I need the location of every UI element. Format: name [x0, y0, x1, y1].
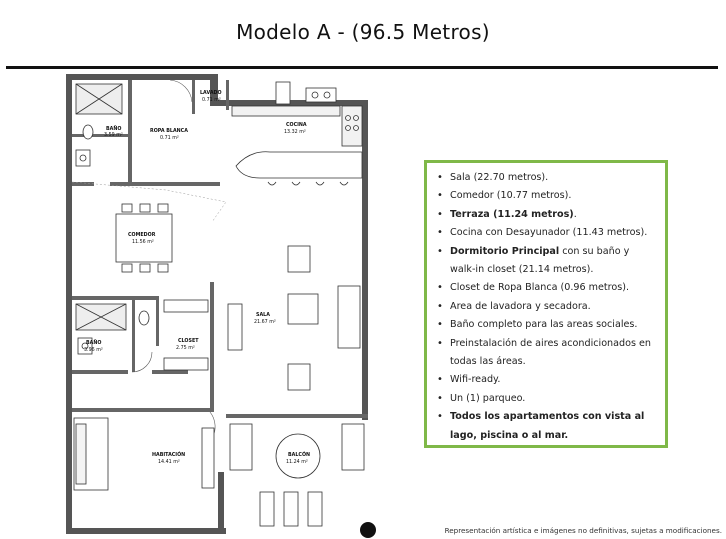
room-area-closet: 2.75 m² [176, 346, 195, 351]
room-area-bano1: 3.59 m² [104, 133, 123, 138]
room-area-lavado: 0.71 m² [202, 98, 221, 103]
feature-item: • Terraza (11.24 metros). [435, 206, 657, 224]
living-furniture [228, 246, 360, 390]
floor-plan [60, 72, 376, 538]
bath1-fixtures [76, 84, 122, 166]
feature-item: • Un (1) parqueo. [435, 390, 657, 408]
room-label-cocina: COCINA [286, 123, 307, 128]
room-area-comedor: 11.56 m² [132, 240, 154, 245]
room-label-balcon: BALCÓN [288, 453, 311, 458]
dining-furniture [116, 204, 172, 272]
room-area-ropa: 0.71 m² [160, 136, 179, 141]
title-divider [6, 66, 718, 69]
room-label-closet: CLOSET [178, 339, 199, 344]
page-marker [360, 522, 376, 538]
room-label-bano2: BAÑO [86, 341, 102, 346]
room-area-cocina: 13.32 m² [284, 130, 306, 135]
room-area-sala: 21.67 m² [254, 320, 276, 325]
features-list [435, 169, 657, 445]
feature-item: • Comedor (10.77 metros). [435, 187, 657, 205]
room-label-lavado: LAVADO [200, 91, 222, 96]
room-label-comedor: COMEDOR [128, 233, 156, 238]
feature-item: • Wifi-ready. [435, 371, 657, 389]
room-label-ropa: ROPA BLANCA [150, 129, 188, 134]
door-swing [170, 80, 192, 102]
balcony-rail [226, 414, 368, 418]
features-box [424, 160, 668, 448]
feature-item: • Preinstalación de aires acondicionados en todas las áreas. [435, 335, 657, 372]
room-area-balcon: 11.24 m² [286, 460, 308, 465]
room-area-habitacion: 14.41 m² [158, 460, 180, 465]
feature-item: • Closet de Ropa Blanca (0.96 metros). [435, 279, 657, 297]
room-label-habitacion: HABITACIÓN [152, 453, 186, 458]
page-title: Modelo A - (96.5 Metros) [236, 20, 490, 44]
feature-item: • Sala (22.70 metros). [435, 169, 657, 187]
feature-item: • Todos los apartamentos con vista al lago, piscina o al mar. [435, 408, 657, 445]
feature-item: • Baño completo para las areas sociales. [435, 316, 657, 334]
feature-item: • Cocina con Desayunador (11.43 metros). [435, 224, 657, 242]
feature-item: • Area de lavadora y secadora. [435, 298, 657, 316]
disclaimer: Representación artística e imágenes no definitivas, sujetas a modificaciones. [444, 526, 722, 535]
room-area-bano2: 3.96 m² [84, 348, 103, 353]
bedroom-furniture [74, 418, 214, 490]
room-label-bano1: BAÑO [106, 127, 122, 132]
bath2-fixtures [76, 300, 208, 370]
balcony-furniture [230, 424, 364, 526]
feature-item: • Dormitorio Principal con su baño y walk-in closet (21.14 metros). [435, 243, 657, 280]
room-label-sala: SALA [256, 313, 270, 318]
